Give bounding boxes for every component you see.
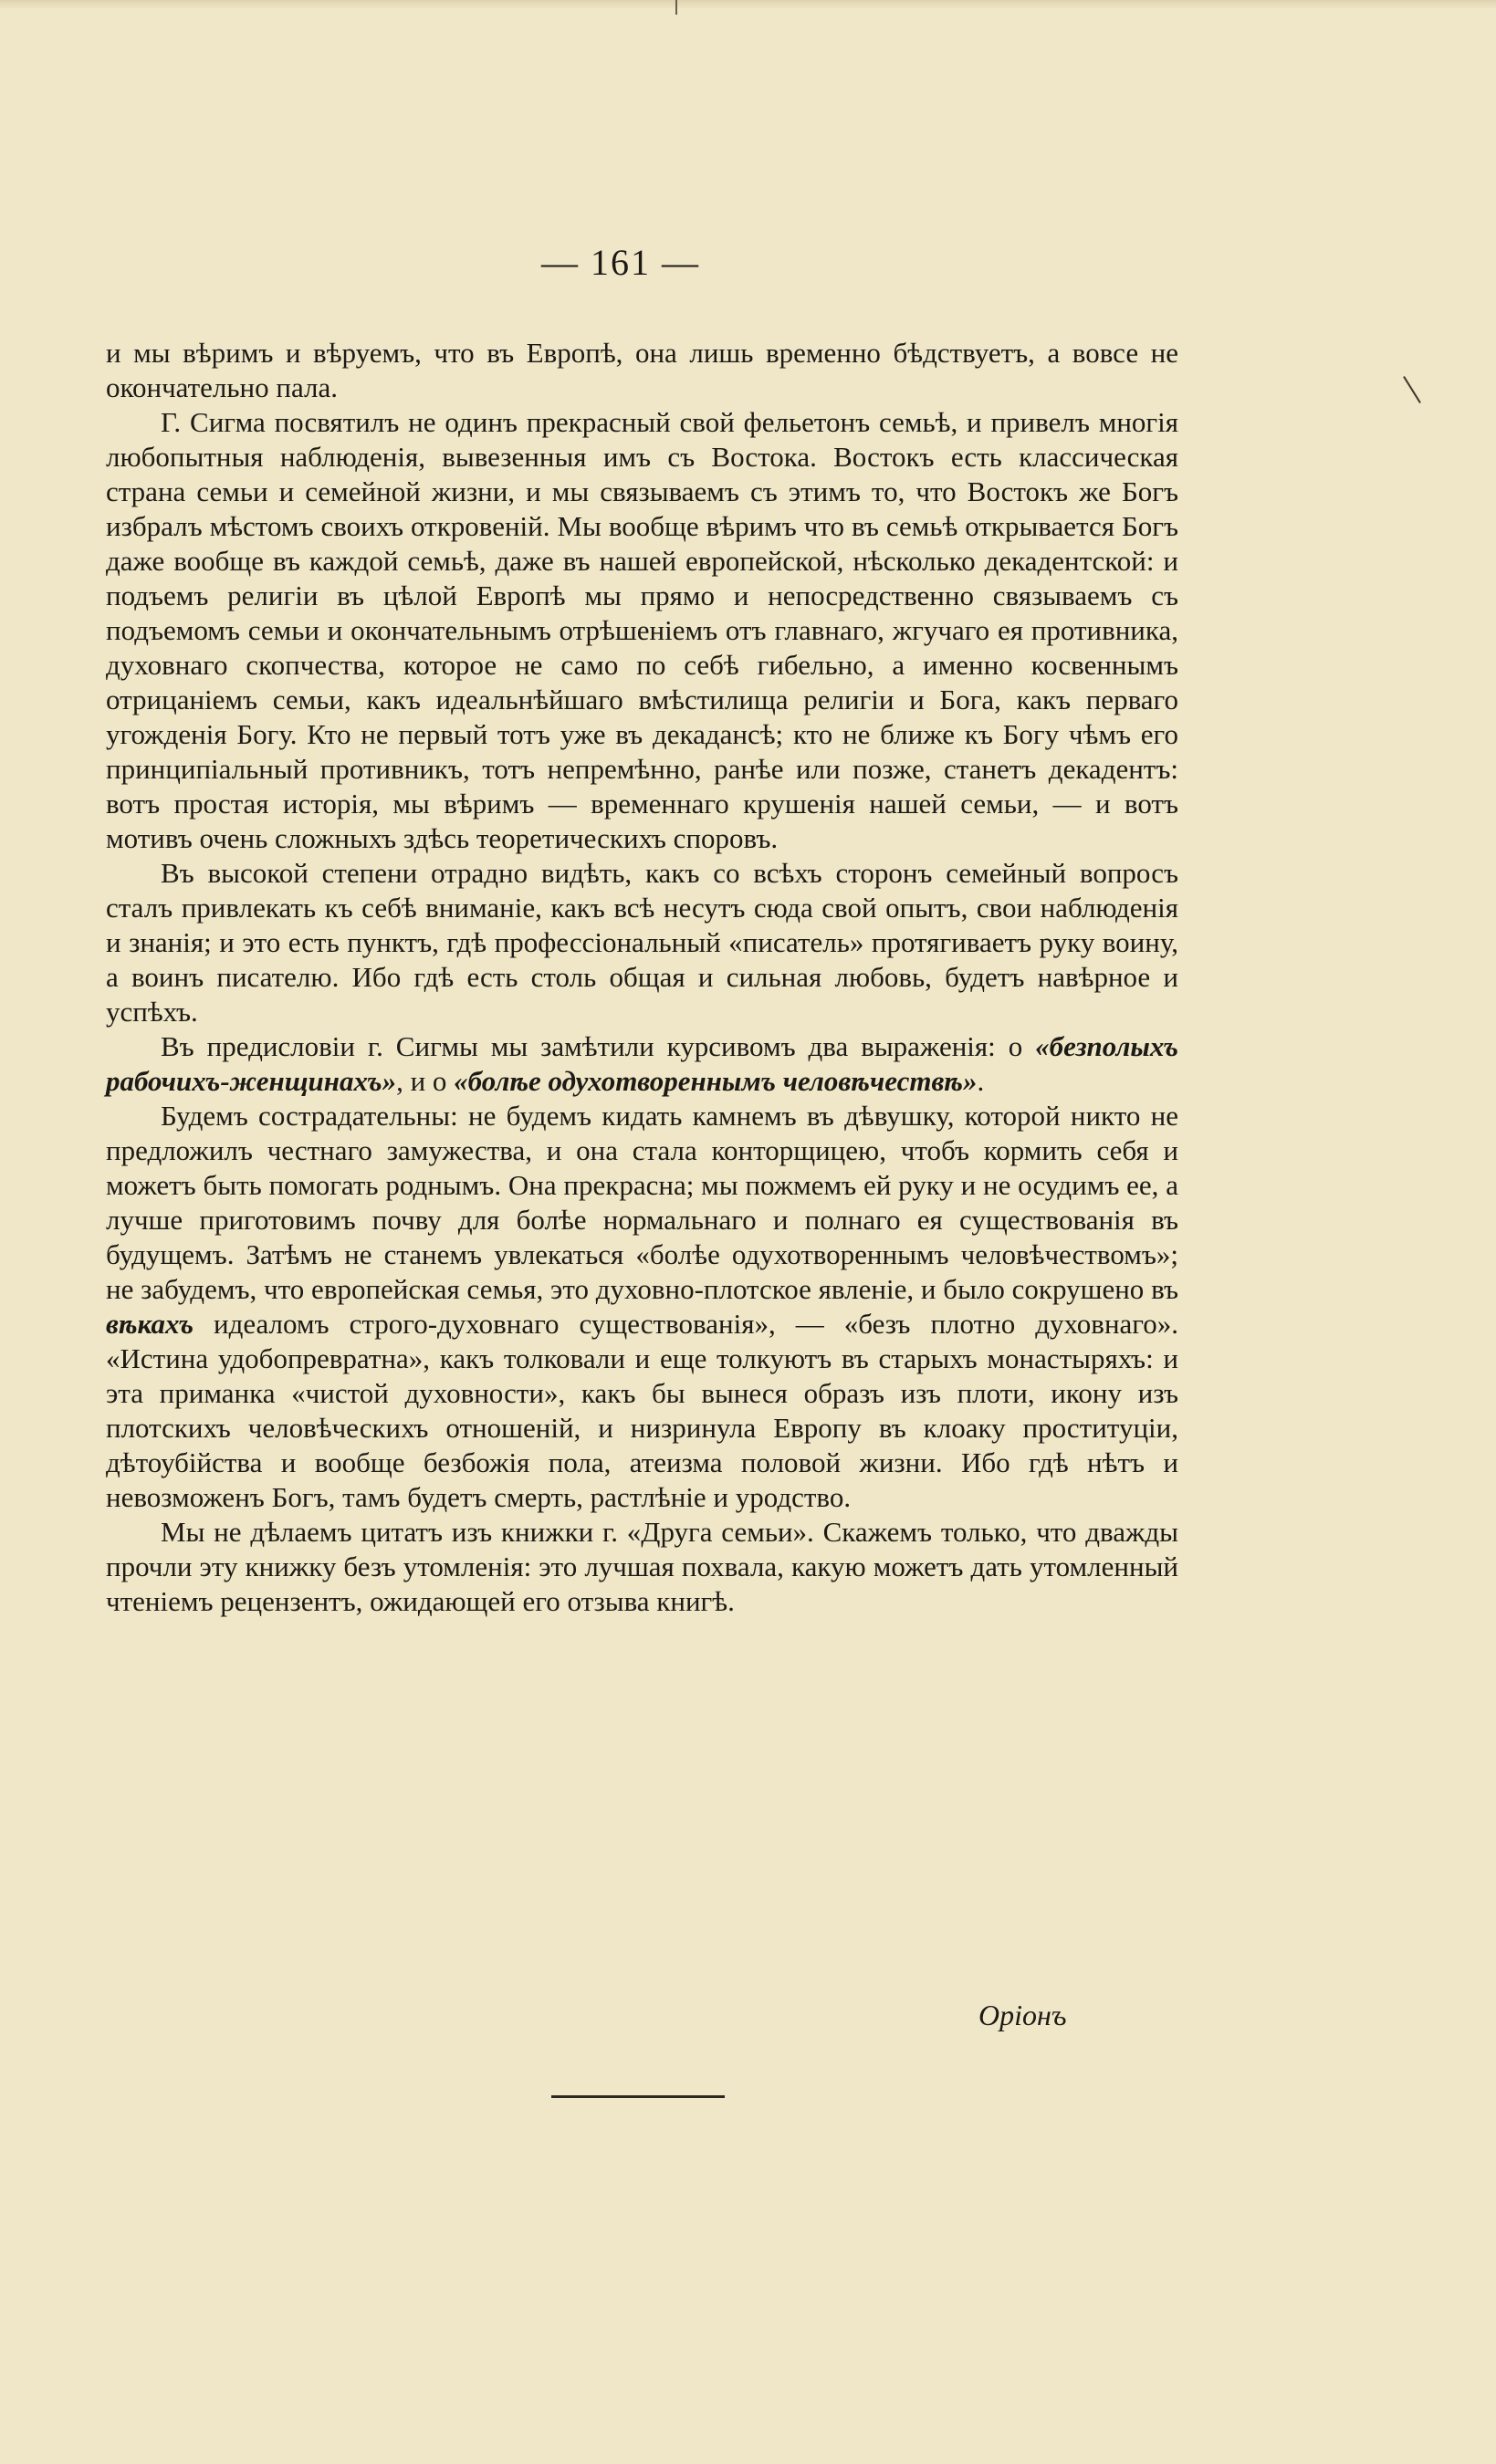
page-top-edge (0, 0, 1496, 9)
paragraph-3: Въ высокой степени отрадно видѣть, какъ со всѣхъ сторонъ семейный вопросъ сталъ привлекать къ себѣ вниманіе, какъ всѣ несутъ сюда свой опытъ, свои наблюденія и знанія; и это есть пунктъ, гдѣ профессіональный «писатель» протягиваетъ руку воину, а воинъ писателю. Ибо гдѣ есть столь общая и сильная любовь, будетъ навѣрное и успѣхъ. (106, 857, 1178, 1028)
paragraph-5-text-before: Будемъ сострадательны: не будемъ кидать камнемъ въ дѣвушку, которой никто не предложилъ честнаго замужества, и она стала конторщицею, чтобъ кормить себя и можетъ быть помогать роднымъ. Она прекрасна; мы пожмемъ ей руку и не осудимъ ее, а лучше приготовимъ почву для болѣе нормальнаго и полнаго ея существованія въ будущемъ. Затѣмъ не станемъ увлекаться «болѣе одухотвореннымъ человѣчествомъ»; не забудемъ, что европейская семья, это духовно-плотское явленіе, и было сокрушено въ (106, 1100, 1178, 1305)
paragraph-4 (106, 1029, 1178, 1099)
paragraph-2: Г. Сигма посвятилъ не одинъ прекрасный свой фельетонъ семьѣ, и привелъ многія любопытныя наблюденія, вывезенныя имъ съ Востока. Востокъ есть классическая страна семьи и семейной жизни, и мы связываемъ съ этимъ то, что Востокъ же Богъ избралъ мѣстомъ своихъ откровеній. Мы вообще вѣримъ что въ семьѣ открывается Богъ даже вообще въ каждой семьѣ, даже въ нашей европейской, нѣсколько декадентской: и подъемъ религіи въ цѣлой Европѣ мы прямо и непосредственно связываемъ съ подъемомъ семьи и окончательнымъ отрѣшеніемъ отъ главнаго, жгучаго ея противника, духовнаго скопчества, которое не само по себѣ гибельно, а именно косвеннымъ отрицаніемъ семьи, какъ идеальнѣйшаго вмѣстилища религіи и Бога, какъ перваго угожденія Богу. Кто не первый тотъ уже въ декадансѣ; кто не ближе къ Богу чѣмъ его принципіальный противникъ, тотъ непремѣнно, ранѣе или позже, станетъ декадентъ: вотъ простая исторія, мы вѣримъ — временнаго крушенія нашей семьи, — и вотъ мотивъ очень сложныхъ здѣсь теоретическихъ споровъ. (106, 406, 1178, 854)
paragraph-5-text-after: идеаломъ строго-духовнаго существованія», — «безъ плотно духовнаго». «Истина удобопревратна», какъ толковали и еще толкуютъ въ старыхъ монастыряхъ: и эта приманка «чистой духовности», какъ бы вынеся образъ изъ плоти, икону изъ плотскихъ человѣческихъ отношеній, и низринула Европу въ клоаку проституціи, дѣтоубійства и вообще безбожія пола, атеизма половой жизни. Ибо гдѣ нѣтъ и невозможенъ Богъ, тамъ будетъ смерть, растлѣніе и уродство. (106, 1308, 1178, 1513)
paragraph-6: Мы не дѣлаемъ цитатъ изъ книжки г. «Друга семьи». Скажемъ только, что дважды прочли эту книжку безъ утомленія: это лучшая похвала, какую можетъ дать утомленный чтеніемъ рецензентъ, ожидающей его отзыва книгѣ. (106, 1516, 1178, 1617)
paragraph-4-text-between: , и о (396, 1065, 455, 1097)
paragraph-1: и мы вѣримъ и вѣруемъ, что въ Европѣ, она лишь временно бѣдствуетъ, а вовсе не окончательно пала. (106, 337, 1178, 403)
italic-phrase-sexless-workers: «безполыхъ рабочихъ-женщинахъ» (106, 1030, 1178, 1097)
author-signature: Оріонъ (978, 1999, 1067, 2031)
article-body (106, 336, 1178, 1619)
page-number: — 161 — (541, 242, 700, 283)
stray-ink-mark (675, 0, 677, 15)
italic-phrase-spiritual-humanity: «болѣе одухотвореннымъ человѣчествѣ» (454, 1065, 978, 1097)
margin-pencil-mark (1403, 376, 1421, 403)
paragraph-4-text-after: . (977, 1065, 985, 1097)
paragraph-4-text-before: Въ предисловіи г. Сигмы мы замѣтили курсивомъ два выраженія: о (161, 1030, 1036, 1062)
italic-word-centuries: вѣкахъ (106, 1308, 194, 1340)
section-divider-rule (551, 2095, 725, 2098)
paragraph-5 (106, 1099, 1178, 1515)
